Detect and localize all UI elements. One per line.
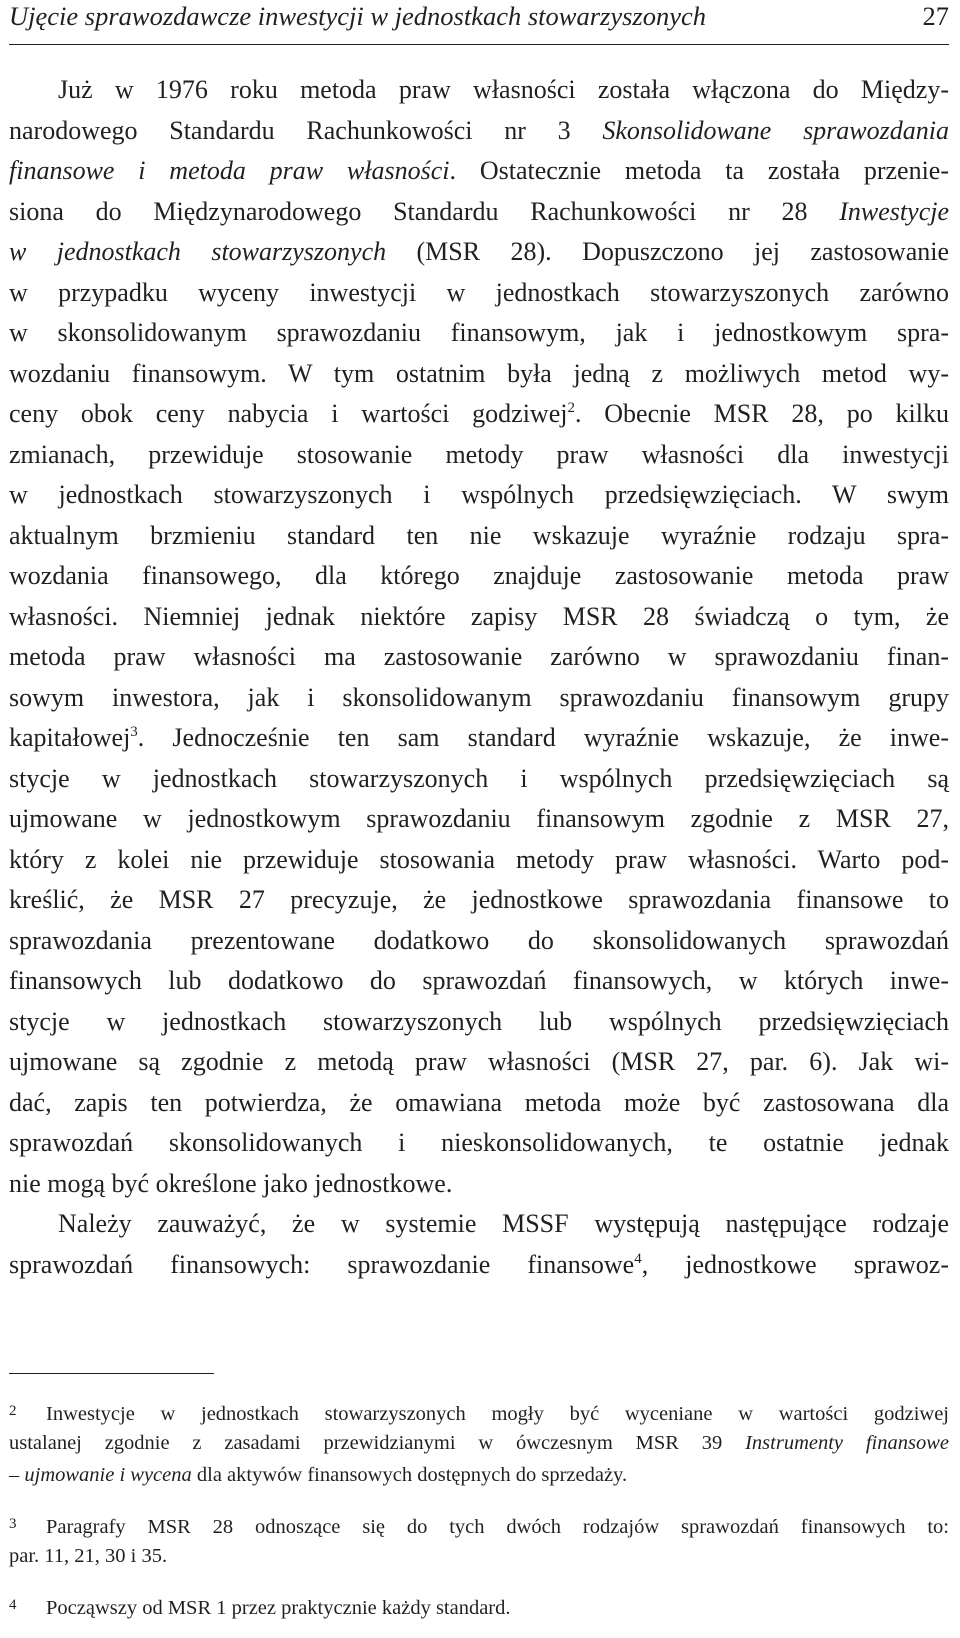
text-line: [9, 799, 949, 840]
text-run: narodowego Standardu Rachunkowości nr 3: [9, 115, 603, 145]
footnote-ref: 3: [130, 724, 138, 740]
footnotes: [9, 1395, 949, 1638]
text-line: [9, 921, 949, 962]
footnote-ref: 4: [634, 1250, 642, 1267]
text-run: nie mogą być określone jako jednostkowe.: [9, 1168, 453, 1198]
text-line: [9, 354, 949, 395]
footnote-separator: [9, 1373, 214, 1374]
text-run: sprawozdania prezentowane dodatkowo do skonsolidowanych sprawozdań: [9, 925, 949, 955]
text-run: w przypadku wyceny inwestycji w jednostkach stowarzyszonych zarówno: [9, 277, 949, 307]
running-header: [9, 0, 949, 45]
text-run: stycje w jednostkach stowarzyszonych i wspólnych przedsięwzięciach są: [9, 763, 949, 793]
italic-text: Instrumenty finansowe: [745, 1432, 949, 1454]
text-run: siona do Międzynarodowego Standardu Rachunkowości nr 28: [9, 196, 840, 226]
text-run: . Obecnie MSR 28, po kilku: [574, 399, 949, 428]
footnote: [9, 1395, 949, 1491]
text-run: dać, zapis ten potwierdza, że omawiana metoda może być zastosowana dla: [9, 1087, 949, 1117]
text-run: Paragrafy MSR 28 odnoszące się do tych dwóch rodzajów sprawozdań finansowych to:: [46, 1516, 949, 1538]
text-line: [9, 678, 949, 719]
footnote-number: 4: [9, 1597, 17, 1613]
footnote: [9, 1508, 949, 1572]
italic-text: Inwestycje: [839, 196, 949, 226]
text-line: [9, 556, 949, 597]
text-run: sprawozdań finansowych: sprawozdanie finansowe: [9, 1249, 635, 1279]
paragraph: [9, 1204, 949, 1285]
text-run: ujmowane w jednostkowym sprawozdaniu finansowym zgodnie z MSR 27,: [9, 804, 949, 833]
text-run: . Ostatecznie metoda ta została przenie-: [449, 156, 949, 185]
footnote-number: 2: [9, 1403, 17, 1419]
italic-text: – ujmowanie i wycena: [9, 1464, 192, 1486]
paragraph: [9, 70, 949, 1204]
footnote-number: 3: [9, 1516, 17, 1532]
italic-text: w jednostkach stowarzyszonych: [9, 237, 387, 266]
text-line: [9, 70, 949, 111]
text-line: [9, 151, 949, 192]
text-line: [9, 273, 949, 314]
text-run: kapitałowej: [9, 723, 131, 752]
text-line: [9, 313, 949, 354]
text-run: Należy zauważyć, że w systemie MSSF występują następujące rodzaje: [58, 1209, 949, 1238]
text-line: [9, 111, 949, 152]
text-line: [9, 880, 949, 921]
text-run: sowym inwestora, jak i skonsolidowanym sprawozdaniu finansowym grupy: [9, 682, 949, 712]
text-run: wozdania finansowego, dla którego znajduje zastosowanie metoda praw: [9, 561, 949, 590]
main-text: [9, 70, 949, 1285]
text-run: par. 11, 21, 30 i 35.: [9, 1545, 168, 1567]
text-line: [9, 475, 949, 516]
text-line: [9, 1245, 949, 1286]
text-run: aktualnym brzmieniu standard ten nie wskazuje wyraźnie rodzaju spra-: [9, 520, 949, 550]
text-run: dla aktywów finansowych dostępnych do sprzedaży.: [191, 1464, 628, 1486]
text-run: wozdaniu finansowym. W tym ostatnim była jedną z możliwych metod wy-: [9, 358, 949, 388]
text-line: [9, 759, 949, 800]
text-run: w skonsolidowanym sprawozdaniu finansowym, jak i jednostkowym spra-: [9, 318, 949, 347]
footnote-line: [9, 1589, 949, 1621]
text-run: Inwestycje w jednostkach stowarzyszonych mogły być wyceniane w wartości godziwej: [46, 1403, 949, 1425]
page-number: 27: [922, 1, 949, 31]
footnote-line: [9, 1395, 949, 1427]
text-line: [9, 840, 949, 881]
text-line: [9, 1042, 949, 1083]
running-title: Ujęcie sprawozdawcze inwestycji w jednostkach stowarzyszonych: [9, 1, 707, 31]
text-line: [9, 1002, 949, 1043]
text-line: [9, 435, 949, 476]
footnote: [9, 1589, 949, 1621]
text-run: zmianach, przewiduje stosowanie metody praw własności dla inwestycji: [9, 439, 949, 469]
text-run: w jednostkach stowarzyszonych i wspólnych przedsięwzięciach. W swym: [9, 480, 949, 509]
footnote-ref: 2: [567, 400, 575, 416]
text-run: finansowych lub dodatkowo do sprawozdań finansowych, w których inwe-: [9, 966, 949, 995]
text-line: [9, 597, 949, 638]
footnote-line: [9, 1540, 949, 1572]
text-run: metoda praw własności ma zastosowanie zarówno w sprawozdaniu finan-: [9, 642, 949, 671]
text-line: [9, 1123, 949, 1164]
text-run: ujmowane są zgodnie z metodą praw własności (MSR 27, par. 6). Jak wi-: [9, 1047, 949, 1076]
text-run: stycje w jednostkach stowarzyszonych lub wspólnych przedsięwzięciach: [9, 1006, 949, 1036]
text-line: [9, 1083, 949, 1124]
text-run: Już w 1976 roku metoda praw własności została włączona do Między-: [58, 75, 949, 104]
text-run: (MSR 28). Dopuszczono jej zastosowanie: [386, 237, 950, 266]
text-line: [9, 637, 949, 678]
text-line: [9, 961, 949, 1002]
footnote-line: [9, 1459, 949, 1491]
italic-text: Skonsolidowane sprawozdania: [602, 115, 949, 145]
text-run: ceny obok ceny nabycia i wartości godziwej: [9, 399, 568, 428]
text-line: [9, 394, 949, 435]
text-run: Począwszy od MSR 1 przez praktycznie każdy standard.: [46, 1597, 511, 1619]
text-run: , jednostkowe sprawoz-: [641, 1249, 949, 1279]
text-run: kreślić, że MSR 27 precyzuje, że jednostkowe sprawozdania finansowe to: [9, 885, 949, 914]
text-run: który z kolei nie przewiduje stosowania metody praw własności. Warto pod-: [9, 844, 949, 874]
text-line: [9, 192, 949, 233]
text-line: [9, 232, 949, 273]
text-run: . Jednocześnie ten sam standard wyraźnie wskazuje, że inwe-: [137, 723, 949, 752]
text-run: własności. Niemniej jednak niektóre zapisy MSR 28 świadczą o tym, że: [9, 601, 949, 631]
italic-text: finansowe i metoda praw własności: [9, 156, 450, 185]
text-line: [9, 718, 949, 759]
text-line: [9, 516, 949, 557]
text-run: sprawozdań skonsolidowanych i nieskonsolidowanych, te ostatnie jednak: [9, 1128, 949, 1157]
text-line: [9, 1164, 949, 1205]
text-run: ustalanej zgodnie z zasadami przewidzianymi w ówczesnym MSR 39: [9, 1432, 746, 1454]
footnote-line: [9, 1508, 949, 1540]
footnote-line: [9, 1427, 949, 1459]
text-line: [9, 1204, 949, 1245]
